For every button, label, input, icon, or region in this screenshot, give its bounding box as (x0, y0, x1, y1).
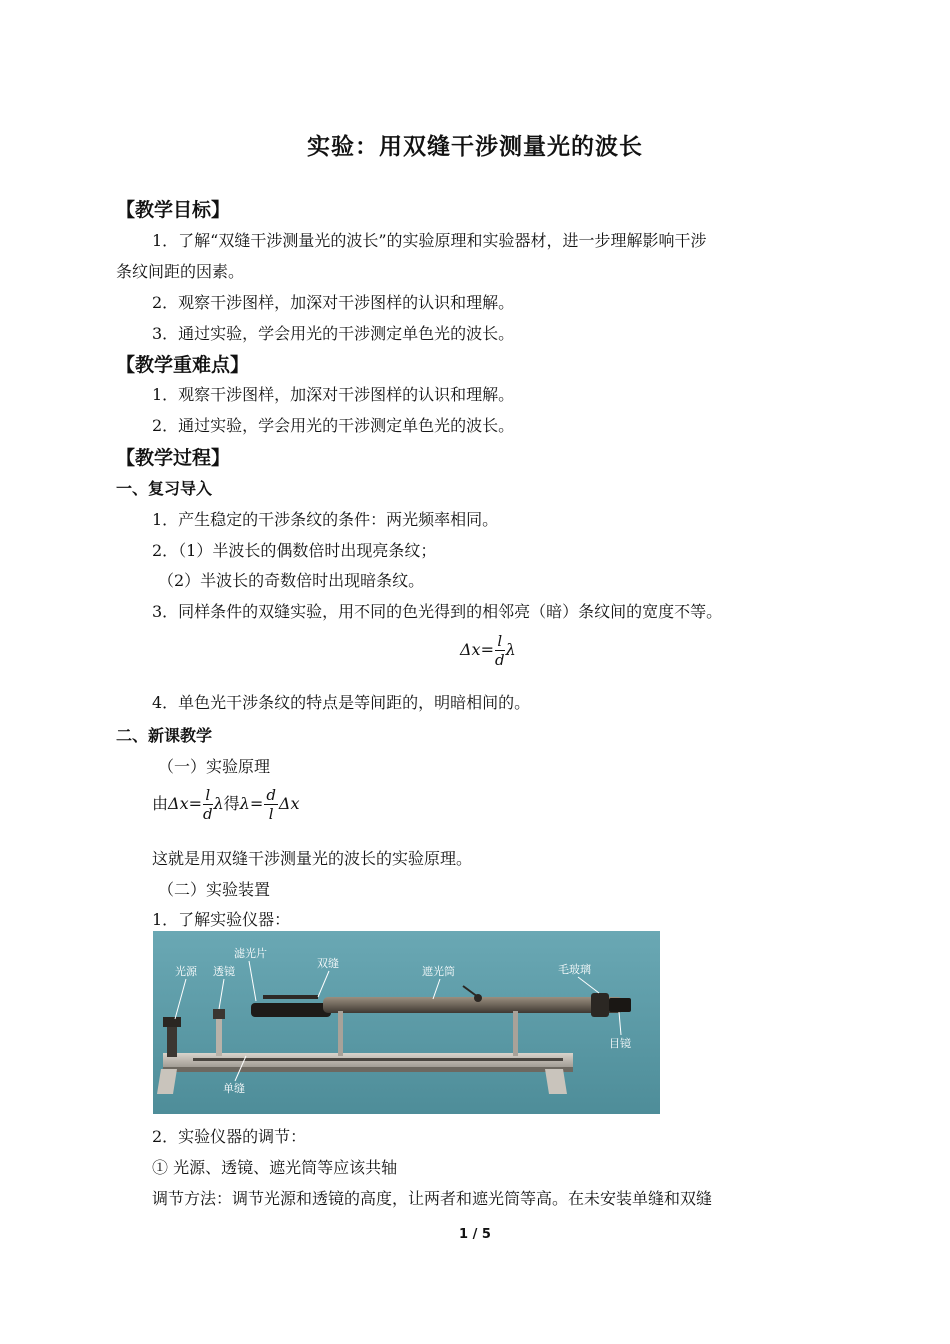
key-point-1: 1．观察干涉图样，加深对干涉图样的认识和理解。 (152, 385, 515, 404)
formula-rhs: λ (505, 640, 516, 659)
key-point-2: 2．通过实验，学会用光的干涉测定单色光的波长。 (152, 416, 515, 435)
label-double-slit: 双缝 (317, 957, 339, 970)
review-4: 4．单色光干涉条纹的特点是等间距的，明暗相间的。 (152, 693, 531, 712)
review-1: 1．产生稳定的干涉条纹的条件：两光频率相同。 (152, 510, 499, 529)
formula-denominator: d (494, 651, 505, 669)
derivation-f-num: l (203, 786, 213, 805)
derivation-g-num: d (266, 786, 276, 804)
label-ground-glass: 毛玻璃 (558, 963, 591, 976)
label-single-slit: 单缝 (223, 1082, 245, 1095)
goal-1-line2: 条纹间距的因素。 (116, 262, 245, 281)
section-key-points: 【教学重难点】 (116, 354, 250, 376)
apparatus-item-1: 1．了解实验仪器： (152, 910, 291, 929)
apparatus-item-2: 2．实验仪器的调节： (152, 1127, 307, 1146)
derivation-f-lhs: Δx= (168, 794, 202, 813)
goal-2: 2．观察干涉图样，加深对干涉图样的认识和理解。 (152, 293, 515, 312)
formula-lhs: Δx= (460, 640, 494, 659)
adjust-method: 调节方法：调节光源和透镜的高度，让两者和遮光筒等高。在未安装单缝和双缝 (152, 1189, 713, 1208)
label-lens: 透镜 (213, 965, 235, 978)
new-lesson-heading: 二、新课教学 (116, 726, 213, 745)
page-title: 实验：用双缝干涉测量光的波长 (307, 134, 643, 160)
derivation-f-fraction (203, 786, 213, 823)
derivation-f-den: d (203, 805, 213, 823)
apparatus-photo (153, 931, 660, 1114)
apparatus-title: （二）实验装置 (158, 880, 271, 899)
derivation-g-fraction (264, 786, 278, 823)
principle-text: 这就是用双缝干涉测量光的波长的实验原理。 (152, 849, 473, 868)
formula-numerator: l (495, 632, 505, 651)
derivation-from: 由 (152, 794, 169, 813)
formula-fringe-spacing (460, 632, 516, 669)
derivation-f-lambda: λ (213, 794, 224, 813)
derivation-g-den: l (268, 805, 274, 823)
review-3: 3．同样条件的双缝实验，用不同的色光得到的相邻亮（暗）条纹间的宽度不等。 (152, 602, 723, 621)
label-light-source: 光源 (175, 965, 197, 978)
section-goals: 【教学目标】 (116, 199, 231, 221)
goal-1-line1: 1．了解“双缝干涉测量光的波长”的实验原理和实验器材，进一步理解影响干涉 (152, 231, 707, 250)
formula-fraction (495, 632, 505, 669)
principle-title: （一）实验原理 (158, 757, 271, 776)
review-2b: （2）半波长的奇数倍时出现暗条纹。 (158, 571, 425, 590)
formula-derivation (152, 786, 300, 823)
goal-3: 3．通过实验，学会用光的干涉测定单色光的波长。 (152, 324, 515, 343)
page-number: 1 / 5 (459, 1227, 491, 1242)
derivation-g-lhs: λ= (239, 794, 264, 813)
label-filter: 滤光片 (234, 947, 267, 960)
label-eyepiece: 目镜 (609, 1037, 631, 1050)
section-process: 【教学过程】 (116, 447, 231, 469)
review-heading: 一、复习导入 (116, 479, 213, 498)
derivation-g-rhs: Δx (278, 794, 300, 813)
review-2: 2．（1）半波长的偶数倍时出现亮条纹； (152, 541, 437, 560)
derivation-get: 得 (223, 794, 240, 813)
label-tube: 遮光筒 (422, 965, 455, 978)
apparatus-item-2-1: ① 光源、透镜、遮光筒等应该共轴 (152, 1158, 398, 1177)
